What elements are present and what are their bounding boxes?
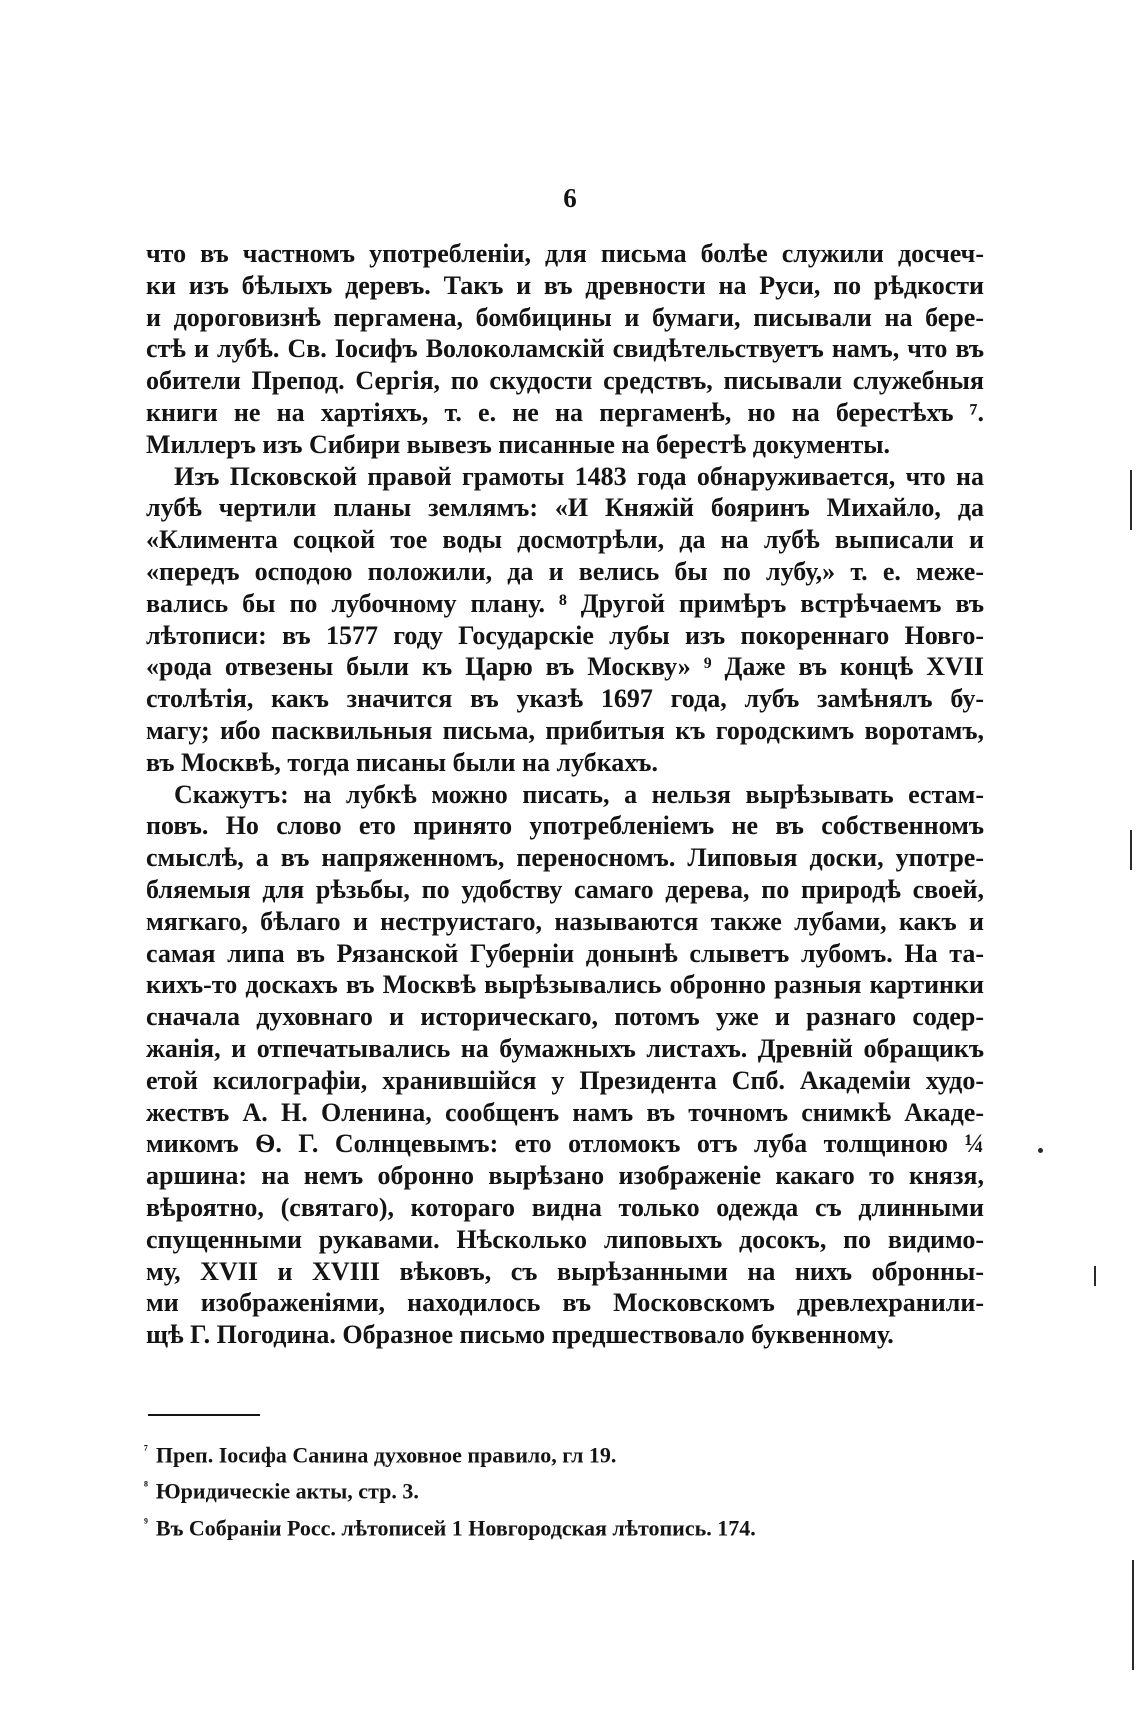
footnote bbox=[144, 1507, 864, 1543]
scan-mark bbox=[1130, 470, 1132, 530]
scan-mark bbox=[1132, 1560, 1134, 1670]
text-line: Миллеръ изъ Сибири вывезъ писанные на берестѣ документы. bbox=[146, 429, 891, 459]
text-line: аршина: на немъ обронно вырѣзано изображеніе какаго то князя, bbox=[146, 1161, 984, 1191]
text-line: жанія, и отпечатывались на бумажныхъ листахъ. Древній обращикъ bbox=[146, 1033, 984, 1063]
text-line: му, XVII и XVIII вѣковъ, съ вырѣзанными на нихъ обронны- bbox=[146, 1256, 984, 1286]
text-line: етой ксилографіи, хранившійся у Президента Спб. Академіи худо- bbox=[146, 1065, 984, 1095]
text-line: бляемыя для рѣзьбы, по удобству самаго дерева, по природѣ своей, bbox=[146, 874, 984, 904]
text-line: книги не на хартіяхъ, т. е. не на пергаменѣ, но на берестѣхъ ⁷. bbox=[146, 397, 984, 427]
text-line: вались бы по лубочному плану. ⁸ Другой примѣръ встрѣчаемъ въ bbox=[146, 588, 984, 618]
page-number: 6 bbox=[563, 183, 577, 213]
footnote-mark: ⁸ bbox=[144, 1478, 148, 1494]
footnote bbox=[144, 1470, 864, 1506]
footnote-mark: ⁹ bbox=[144, 1514, 148, 1530]
footnote bbox=[144, 1434, 864, 1470]
text-line: Изъ Псковской правой грамоты 1483 года обнаруживается, что на bbox=[174, 461, 984, 491]
text-line: спущенными рукавами. Нѣсколько липовыхъ досокъ, по видимо- bbox=[146, 1224, 984, 1254]
footnote-divider bbox=[148, 1414, 260, 1416]
text-line: ми изображеніями, находилось въ Московскомъ древлехранили- bbox=[146, 1288, 984, 1318]
text-line: сначала духовнаго и историческаго, потомъ уже и разнаго содер- bbox=[146, 1002, 984, 1032]
text-line: и дороговизнѣ пергамена, бомбицины и бумаги, писывали на бере- bbox=[146, 302, 984, 332]
text-line: микомъ Ѳ. Г. Солнцевымъ: ето отломокъ отъ луба толщиною ¼ bbox=[146, 1129, 984, 1159]
footnote-text: Юридическіе акты, стр. 3. bbox=[155, 1478, 419, 1504]
footnotes bbox=[144, 1434, 864, 1543]
text-line: «передъ осподою положили, да и велись бы по лубу,» т. е. меже- bbox=[146, 556, 984, 586]
text-line: что въ частномъ употребленіи, для письма болѣе служили досчеч- bbox=[146, 239, 984, 268]
body-text bbox=[146, 238, 984, 1351]
text-line: обители Препод. Сергія, по скудости средствъ, писывали служебныя bbox=[146, 366, 984, 396]
scan-mark bbox=[1130, 830, 1132, 870]
text-line: кихъ-то доскахъ въ Москвѣ вырѣзывались обронно разныя картинки bbox=[146, 970, 984, 1000]
text-line: жествъ А. Н. Оленина, сообщенъ намъ въ точномъ снимкѣ Акаде- bbox=[146, 1097, 984, 1127]
text-line: смыслѣ, а въ напряженномъ, переносномъ. Липовыя доски, употре- bbox=[146, 843, 984, 873]
text-line: стѣ и лубѣ. Св. Іосифъ Волоколамскій свидѣтельствуетъ намъ, что въ bbox=[146, 334, 984, 364]
text-line: лѣтописи: въ 1577 году Государскіе лубы изъ покореннаго Новго- bbox=[146, 620, 984, 650]
text-line: вѣроятно, (святаго), котораго видна только одежда съ длинными bbox=[146, 1192, 984, 1222]
footnote-text: Въ Собраніи Росс. лѣтописей 1 Новгородская лѣтопись. 174. bbox=[155, 1514, 756, 1540]
footnote-mark: ⁷ bbox=[144, 1442, 148, 1457]
text-line: магу; ибо пасквильныя письма, прибитыя къ городскимъ воротамъ, bbox=[146, 715, 984, 745]
scan-speck bbox=[1038, 1148, 1043, 1153]
text-line: столѣтія, какъ значится въ указѣ 1697 года, лубъ замѣнялъ бу- bbox=[146, 684, 984, 714]
text-line: Скажутъ: на лубкѣ можно писать, а нельзя вырѣзывать естам- bbox=[174, 779, 984, 809]
text-line: «рода отвезены были къ Царю въ Москву» ⁹ Даже въ концѣ XVII bbox=[146, 652, 984, 682]
text-line: повъ. Но слово ето принято употребленіемъ не въ собственномъ bbox=[146, 811, 984, 841]
scan-mark bbox=[1094, 1266, 1096, 1286]
text-line: «Климента соцкой тое воды досмотрѣли, да на лубѣ выписали и bbox=[146, 525, 984, 555]
text-line: мягкаго, бѣлаго и неструистаго, называются также лубами, какъ и bbox=[146, 906, 984, 936]
text-line: ки изъ бѣлыхъ деревъ. Такъ и въ древности на Руси, по рѣдкости bbox=[146, 270, 984, 300]
text-line: щѣ Г. Погодина. Образное письмо предшествовало буквенному. bbox=[146, 1320, 894, 1350]
text-line: въ Москвѣ, тогда писаны были на лубкахъ. bbox=[146, 747, 658, 777]
text-line: самая липа въ Рязанской Губерніи донынѣ слыветъ лубомъ. На та- bbox=[146, 938, 984, 968]
text-line: лубѣ чертили планы землямъ: «И Княжій бояринъ Михайло, да bbox=[146, 493, 984, 523]
footnote-text: Преп. Іосифа Санина духовное правило, гл 19. bbox=[155, 1442, 617, 1468]
